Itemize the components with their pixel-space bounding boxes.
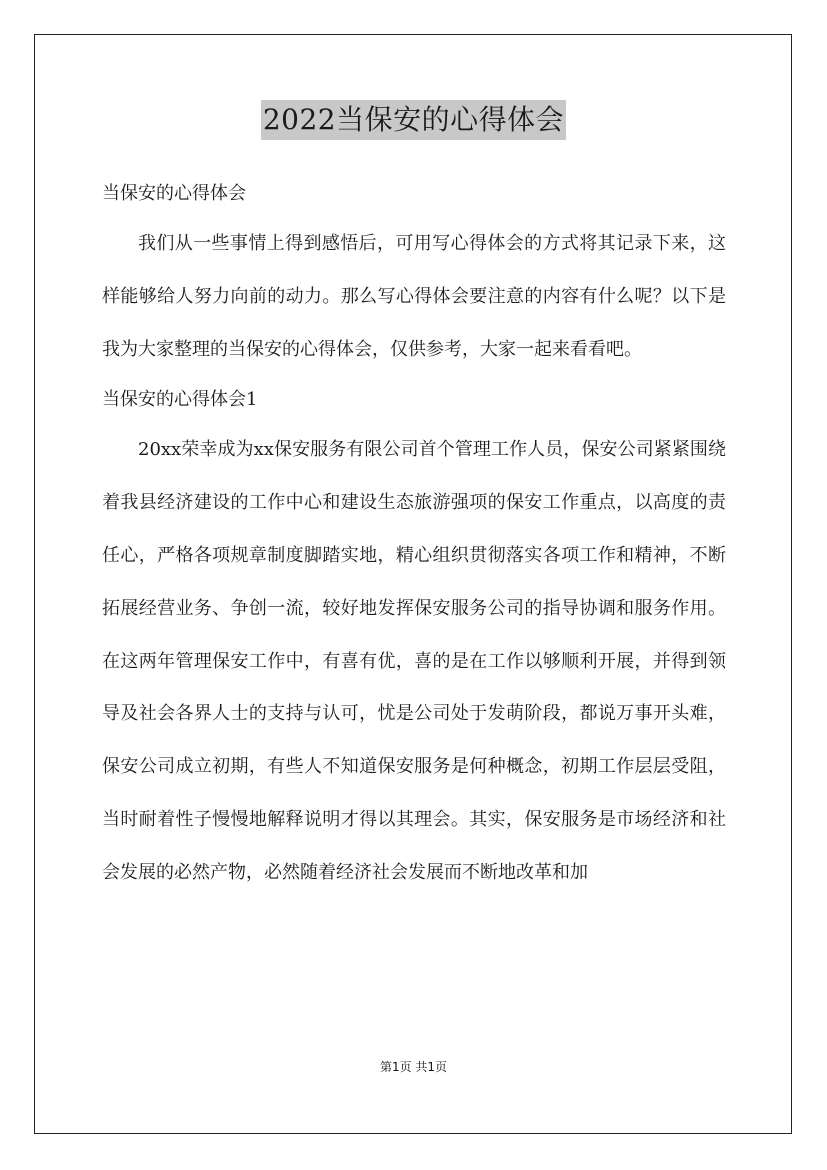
- intro-paragraph: 我们从一些事情上得到感悟后，可用写心得体会的方式将其记录下来，这样能够给人努力向前的动力。那么写心得体会要注意的内容有什么呢？以下是我为大家整理的当保安的心得体会，仅供参考，大家一起来看看吧。: [102, 233, 726, 360]
- title-container: [0, 100, 827, 140]
- document-subtitle: 当保安的心得体会: [102, 183, 246, 204]
- section-heading: 当保安的心得体会1: [102, 389, 258, 411]
- section-paragraph: 20xx荣幸成为xx保安服务有限公司首个管理工作人员，保安公司紧紧围绕着我县经济建设的工作中心和建设生态旅游强项的保安工作重点，以高度的责任心，严格各项规章制度脚踏实地，精心组织贯彻落实各项工作和精神，不断拓展经营业务、争创一流，较好地发挥保安服务公司的指导协调和服务作用。在这两年管理保安工作中，有喜有优，喜的是在工作以够顺利开展，并得到领导及社会各界人士的支持与认可，忧是公司处于发萌阶段，都说万事开头难，保安公司成立初期，有些人不知道保安服务是何种概念，初期工作层层受阻，当时耐着性子慢慢地解释说明才得以其理会。其实，保安服务是市场经济和社会发展的必然产物，必然随着经济社会发展而不断地改革和加: [102, 439, 726, 883]
- page-footer: 第1页 共1页: [379, 1060, 448, 1074]
- document-body: [102, 170, 726, 900]
- document-title: 2022当保安的心得体会: [261, 100, 566, 140]
